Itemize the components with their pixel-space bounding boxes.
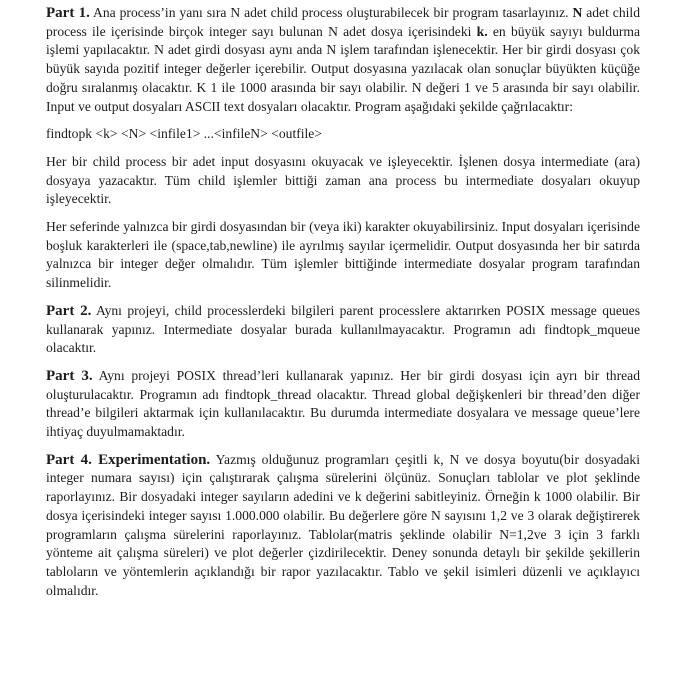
part1-text-b: adet child process ile içerisinde birçok integer sayı bulunan N adet dosya içerisindeki: [46, 5, 640, 39]
child-process-paragraph: Her bir child process bir adet input dosyasını okuyacak ve işleyecektir. İşlenen dosya intermediate (ara) dosyaya yazacaktır. Tüm child işlemler bittiği zaman ana process bu intermediate dosyaları okuyup işleyecektir.: [46, 153, 640, 207]
part1-paragraph: [46, 4, 640, 116]
part1-text-c: en büyük sayıyı buldurma işlemi yapılacaktır. N adet girdi dosyası aynı anda N işlem tarafından işlenecektir. Her bir girdi dosyası çok büyük sayıda pozitif integer değerler içerebilir. Output dosyasına yazılacak olan sonuçlar büyükten küçüğe doğru sıralanmış olacaktır. K 1 ile 1000 arasında bir sayı olabilir. N değeri 1 ve 5 arasında bir sayı olabilir. Input ve output dosyaları ASCII text dosyaları olacaktır. Program aşağıdaki şekilde çağrılacaktır:: [46, 23, 640, 114]
part2-text: Aynı projeyi, child processlerdeki bilgileri parent processlere aktarırken POSIX message queues kullanarak yapınız. Intermediate dosyalar burada kullanılmayacaktır. Programın adı findtopk_mqueue olacaktır.: [46, 302, 640, 356]
file-reading-paragraph: Her seferinde yalnızca bir girdi dosyasından bir (veya iki) karakter okuyabilirsiniz. Input dosyaları içerisinde boşluk karakterleri ile (space,tab,newline) ile ayrılmış sayılar içermelidir. Output dosyasında her bir satırda yalnızca bir integer değer olmalıdır. Tüm işlemler bittiğinde intermediate dosyalar program tarafından silinmelidir.: [46, 219, 640, 291]
part3-paragraph: [46, 367, 640, 442]
assignment-document: [46, 4, 640, 609]
part2-paragraph: [46, 302, 640, 358]
part4-label: Part 4. Experimentation.: [46, 451, 211, 468]
part4-text: Yazmış olduğunuz programları çeşitli k, N ve dosya boyutu(bir dosyadaki integer numara sayısı) için çalıştırarak çalışma sürelerini ölçünüz. Sonuçları tablolar ve plot şeklinde raporlayınız. Bir dosyadaki integer sayıların adedini ve k değerini sabitleyiniz. Örneğin k 1000 olabilir. Bir dosya içerisindeki integer sayısı 1.000.000 olabilir. Bu değerlere göre N sayısını 1,2 ve 3 olarak değiştirerek programların çalışma sürelerini raporlayınız. Tablolar(matris şeklinde olabilir N=1,2ve 3 için 3 farklı yönteme ait çalışma süreleri) ve plot değerler çizdirilecektir. Deney sonunda detaylı bir şekilde şekillerin tabloların ve yöntemlerin açıklandığı bir rapor yazılacaktır. Tablo ve şekil isimleri düzenli ve açıklayıcı olmalıdır.: [46, 451, 641, 598]
part1-label: Part 1.: [46, 5, 90, 21]
part3-text: Aynı projeyi POSIX thread’leri kullanarak yapınız. Her bir girdi dosyası için ayrı bir thread oluşturulacaktır. Programın adı findtopk_thread olacaktır. Thread global değişkenleri bir thread’den diğer thread’e bilgileri aktarmak için kullanılacaktır. Bu durumda intermediate dosyalara ve message queue’lere ihtiyaç duyulmamaktadır.: [46, 367, 640, 440]
part2-label: Part 2.: [46, 302, 92, 319]
part1-bold-k: k.: [476, 23, 488, 39]
part1-bold-n: N: [572, 5, 583, 20]
command-usage: findtopk <k> <N> <infile1> ...<infileN> <outfile>: [46, 126, 323, 142]
part1-text-a: Ana process’in yanı sıra N adet child process oluşturabilecek bir program tasarlayınız.: [89, 5, 573, 20]
part3-label: Part 3.: [46, 367, 93, 384]
part4-paragraph: [46, 451, 640, 601]
